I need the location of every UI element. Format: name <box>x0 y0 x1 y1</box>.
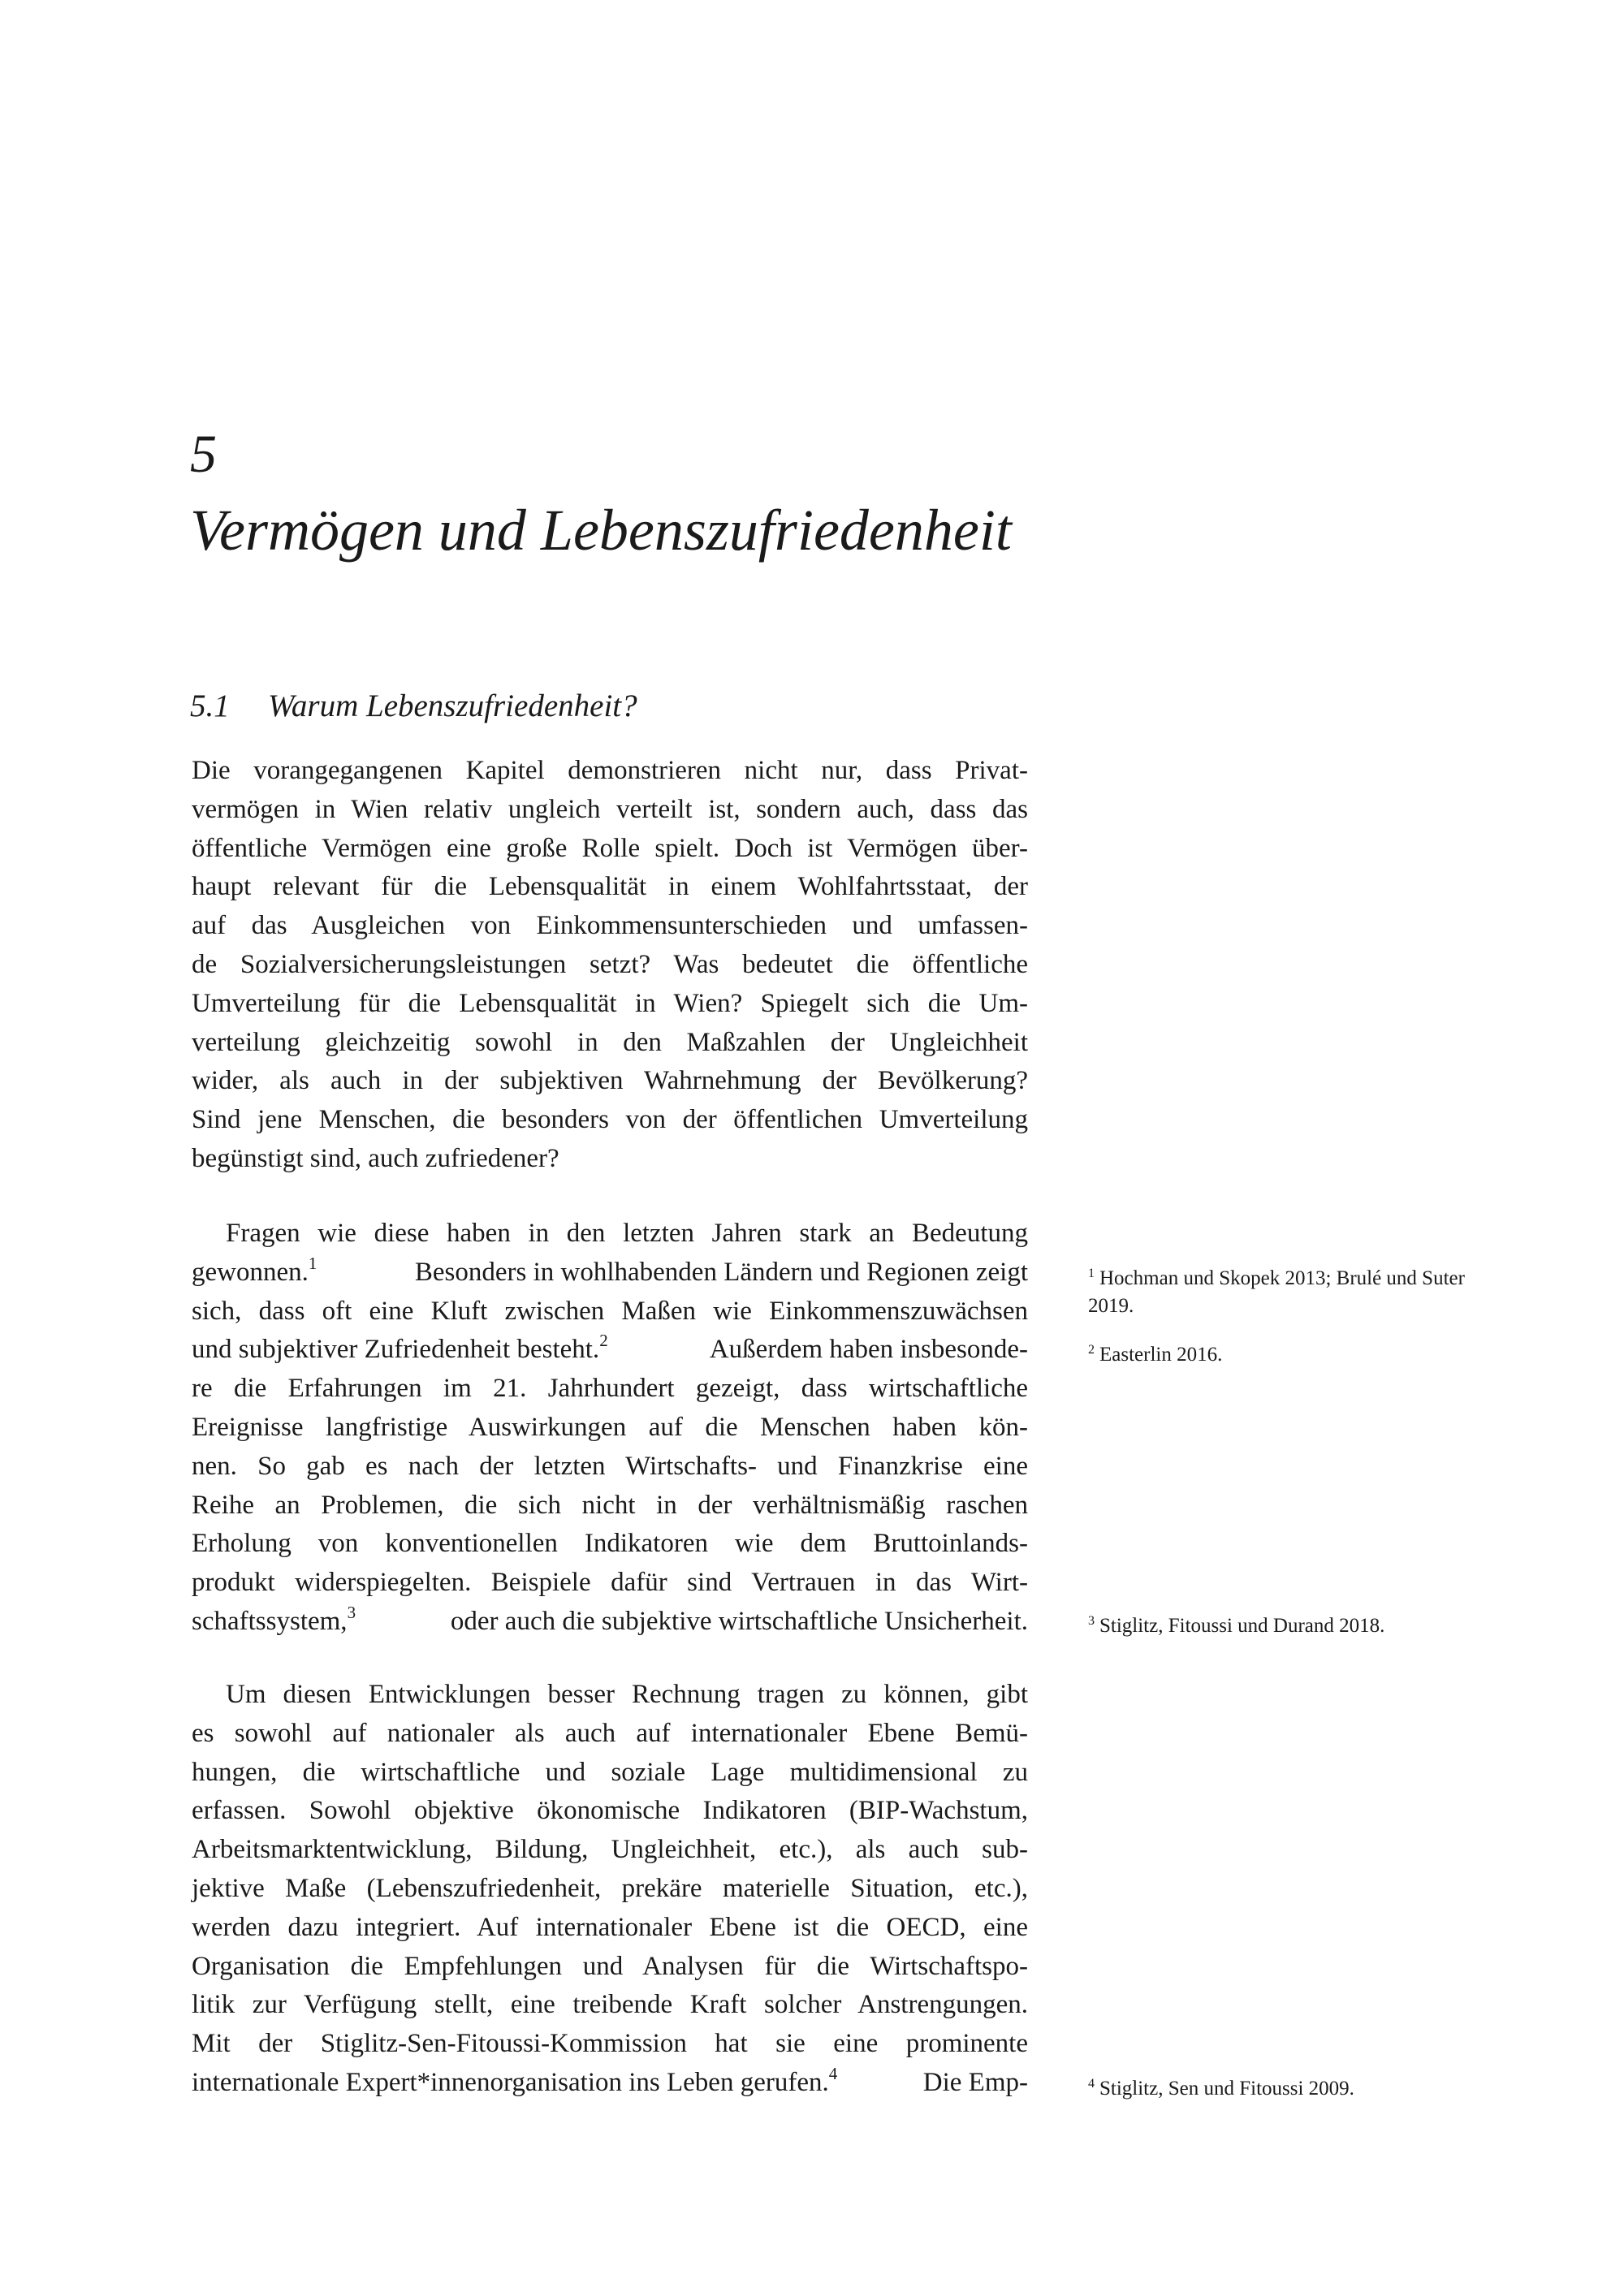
sidenote-text: Stiglitz, Sen und Fitoussi 2009. <box>1099 2078 1354 2100</box>
text-line <box>192 1603 1028 1642</box>
text-fragment: schaftssystem, <box>192 1606 348 1636</box>
text-line <box>192 1331 1028 1370</box>
footnote-ref[interactable]: 1 <box>308 1253 317 1273</box>
text-line: Arbeitsmarktentwicklung, Bildung, Ungleichheit, etc.), als auch sub- <box>192 1835 1028 1865</box>
footnote-ref[interactable]: 4 <box>828 2063 838 2083</box>
sidenote-2 <box>1088 1341 1494 1369</box>
text-line: Fragen wie diese haben in den letzten Jahren stark an Bedeutung <box>226 1219 1028 1248</box>
text-line: Ereignisse langfristige Auswirkungen auf die Menschen haben kön- <box>192 1412 1028 1442</box>
chapter-number: 5 <box>190 425 217 484</box>
sidenote-number: 1 <box>1088 1266 1095 1280</box>
text-line: Mit der Stiglitz-Sen-Fitoussi-Kommission hat sie eine prominente <box>192 2029 1028 2059</box>
text-fragment <box>192 1603 356 1642</box>
sidenote-text: Stiglitz, Fitoussi und Durand 2018. <box>1099 1615 1385 1637</box>
sidenote-number: 2 <box>1088 1342 1095 1357</box>
section-number: 5.1 <box>190 688 230 723</box>
text-line: re die Erfahrungen im 21. Jahrhundert gezeigt, dass wirtschaftliche <box>192 1374 1028 1404</box>
text-fragment: internationale Expert*innenorganisation ins Leben gerufen. <box>192 2067 829 2097</box>
text-fragment: Besonders in wohlhabenden Ländern und Regionen zeigt <box>414 1257 1028 1287</box>
text-line: es sowohl auf nationaler als auch auf internationaler Ebene Bemü- <box>192 1718 1028 1748</box>
text-line: Umverteilung für die Lebensqualität in Wien? Spiegelt sich die Um- <box>192 988 1028 1018</box>
sidenote-4 <box>1088 2075 1494 2103</box>
section-title: Warum Lebenszufriedenheit? <box>268 688 637 723</box>
text-line: de Sozialversicherungsleistungen setzt? Was bedeutet die öffentliche <box>192 949 1028 979</box>
sidenote-1 <box>1088 1265 1494 1320</box>
text-line: öffentliche Vermögen eine große Rolle spielt. Doch ist Vermögen über- <box>192 833 1028 863</box>
text-fragment <box>192 2064 837 2103</box>
paragraph-1 <box>192 752 1028 1179</box>
text-line: auf das Ausgleichen von Einkommensunterschieden und umfassen- <box>192 911 1028 941</box>
sidenote-text: Hochman und Skopek 2013; Brulé und Suter 2019. <box>1088 1267 1465 1317</box>
text-line: Organisation die Empfehlungen und Analysen für die Wirtschaftspo- <box>192 1951 1028 1981</box>
sidenote-3 <box>1088 1612 1494 1640</box>
section-heading <box>190 686 637 727</box>
text-fragment <box>192 1331 608 1370</box>
text-line: Sind jene Menschen, die besonders von der öffentlichen Umverteilung <box>192 1105 1028 1135</box>
text-fragment: gewonnen. <box>192 1257 309 1287</box>
text-line: jektive Maße (Lebenszufriedenheit, prekäre materielle Situation, etc.), <box>192 1873 1028 1903</box>
text-line: sich, dass oft eine Kluft zwischen Maßen wie Einkommenszuwächsen <box>192 1296 1028 1326</box>
text-fragment: und subjektiver Zufriedenheit besteht. <box>192 1335 600 1365</box>
sidenote-number: 3 <box>1088 1613 1095 1628</box>
text-line: werden dazu integriert. Auf internationaler Ebene ist die OECD, eine <box>192 1912 1028 1942</box>
footnote-ref[interactable]: 3 <box>347 1602 356 1622</box>
text-line: erfassen. Sowohl objektive ökonomische Indikatoren (BIP-Wachstum, <box>192 1796 1028 1826</box>
footnote-ref[interactable]: 2 <box>599 1331 608 1351</box>
text-line: vermögen in Wien relativ ungleich verteilt ist, sondern auch, dass das <box>192 794 1028 824</box>
text-line: Um diesen Entwicklungen besser Rechnung tragen zu können, gibt <box>226 1680 1028 1709</box>
text-fragment: oder auch die subjektive wirtschaftliche Unsicherheit. <box>450 1606 1028 1636</box>
text-line <box>192 2064 1028 2103</box>
sidenote-text: Easterlin 2016. <box>1099 1344 1223 1366</box>
text-line: litik zur Verfügung stellt, eine treibende Kraft solcher Anstrengungen. <box>192 1990 1028 2020</box>
text-line: wider, als auch in der subjektiven Wahrnehmung der Bevölkerung? <box>192 1066 1028 1096</box>
paragraph-3 <box>192 1676 1028 2103</box>
chapter-title: Vermögen und Lebenszufriedenheit <box>190 498 1012 563</box>
paragraph-2 <box>192 1215 1028 1642</box>
text-line: Erholung von konventionellen Indikatoren wie dem Bruttoinlands- <box>192 1529 1028 1559</box>
text-line: haupt relevant für die Lebensqualität in einem Wohlfahrtsstaat, der <box>192 872 1028 902</box>
text-line: Die vorangegangenen Kapitel demonstrieren nicht nur, dass Privat- <box>192 756 1028 785</box>
text-line: verteilung gleichzeitig sowohl in den Maßzahlen der Ungleichheit <box>192 1027 1028 1057</box>
text-line: hungen, die wirtschaftliche und soziale Lage multidimensional zu <box>192 1757 1028 1787</box>
text-line <box>192 1254 1028 1293</box>
text-fragment: Die Emp- <box>922 2067 1028 2097</box>
text-fragment <box>192 1254 317 1293</box>
text-line: nen. So gab es nach der letzten Wirtschafts- und Finanzkrise eine <box>192 1451 1028 1481</box>
text-line: Reihe an Problemen, die sich nicht in der verhältnismäßig raschen <box>192 1490 1028 1520</box>
text-line: produkt widerspiegelten. Beispiele dafür sind Vertrauen in das Wirt- <box>192 1568 1028 1598</box>
text-fragment: Außerdem haben insbesonde- <box>709 1335 1028 1365</box>
text-line: begünstigt sind, auch zufriedener? <box>192 1143 559 1173</box>
sidenote-number: 4 <box>1088 2076 1095 2091</box>
